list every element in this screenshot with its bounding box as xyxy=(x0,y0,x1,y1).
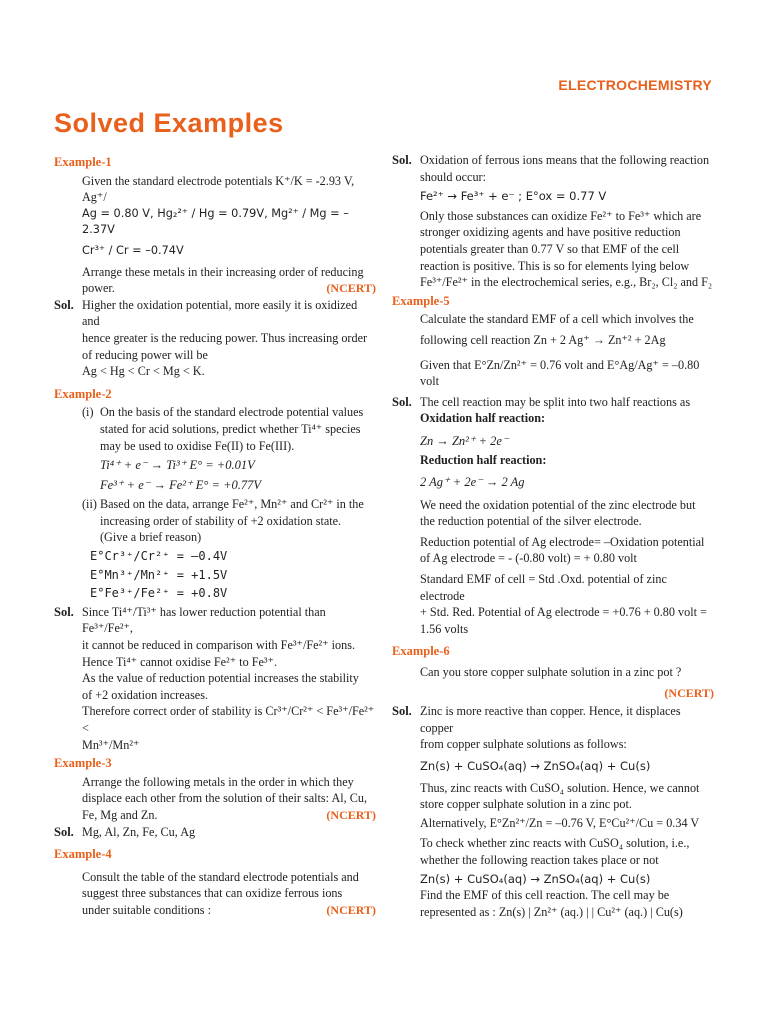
text-line: represented as : Zn(s) | Zn²⁺ (aq.) | | Cu²⁺ (aq.) | Cu(s) xyxy=(420,904,683,919)
text-line: of +2 oxidation increases. xyxy=(82,687,209,702)
sol-label: Sol. xyxy=(392,394,412,409)
chapter-header: ELECTROCHEMISTRY xyxy=(558,77,712,93)
example-1-solution xyxy=(54,297,376,380)
text-line: Alternatively, E°Zn²⁺/Zn = –0.76 V, E°Cu²⁺/Cu = 0.34 V xyxy=(420,815,700,830)
example-6-question xyxy=(392,664,714,701)
equation: Zn → Zn²⁺ + 2e⁻ xyxy=(420,433,509,448)
text-line: Consult the table of the standard electrode potentials and xyxy=(82,869,359,884)
text-line: increasing order of stability of +2 oxidation state. xyxy=(100,513,342,528)
text-line: Fe, Mg and Zn. xyxy=(82,807,158,822)
equation: E°Fe³⁺/Fe²⁺ = +0.8V xyxy=(90,586,228,601)
text-line: of reducing power will be xyxy=(82,347,208,362)
text-line: store copper sulphate solution in a zinc pot. xyxy=(420,797,632,812)
subheading: Oxidation half reaction: xyxy=(420,411,546,426)
example-3-label: Example-3 xyxy=(54,756,112,771)
equation: 2 Ag⁺ + 2e⁻ → 2 Ag xyxy=(420,475,525,490)
left-column xyxy=(54,152,376,919)
text-line: 1.56 volts xyxy=(420,621,469,636)
text-line: Mg, Al, Zn, Fe, Cu, Ag xyxy=(82,824,196,839)
text-line: Only those substances can oxidize Fe²⁺ to Fe³⁺ which are xyxy=(420,208,702,223)
option-number: (ii) xyxy=(82,497,97,512)
text-line: (Give a brief reason) xyxy=(100,530,202,545)
equation: Fe²⁺ → Fe³⁺ + e⁻ ; E°ox = 0.77 V xyxy=(420,189,607,204)
example-2-solution xyxy=(54,604,376,753)
page-title: Solved Examples xyxy=(54,108,284,138)
text-line: from copper sulphate solutions as follows: xyxy=(420,737,627,752)
example-1-question xyxy=(54,173,376,297)
ncert-tag: (NCERT) xyxy=(326,807,376,822)
text-line: power. xyxy=(82,281,115,296)
ncert-tag: (NCERT) xyxy=(326,902,376,917)
text-line: should occur: xyxy=(420,169,487,184)
text-line: potentials greater than 0.77 V so that EMF of the cell xyxy=(420,241,680,256)
example-5-label: Example-5 xyxy=(392,293,450,308)
text-line: hence greater is the reducing power. Thus increasing order xyxy=(82,330,368,345)
text-line: of Ag electrode = - (-0.80 volt) = + 0.80 volt xyxy=(420,551,637,566)
text-line: the reduction potential of the silver electrode. xyxy=(420,514,642,529)
text-line: reaction is positive. This is so for elements lying below xyxy=(420,258,690,273)
example-5-solution xyxy=(392,394,714,638)
text-line: Mn³⁺/Mn²⁺ xyxy=(82,737,140,752)
text-line: Cr³⁺ / Cr = –0.74V xyxy=(82,243,184,257)
equation: E°Cr³⁺/Cr²⁺ = –0.4V xyxy=(90,549,228,564)
text-line: Find the EMF of this cell reaction. The cell may be xyxy=(420,888,670,903)
text-line: displace each other from the solution of their salts: Al, Cu, xyxy=(82,791,367,806)
text-line: Ag < Hg < Cr < Mg < K. xyxy=(82,364,205,379)
text-line: Thus, zinc reacts with CuSO₄ solution. Hence, we cannot xyxy=(420,780,700,795)
option-number: (i) xyxy=(82,405,94,420)
example-2-label: Example-2 xyxy=(54,386,112,401)
equation: E°Mn³⁺/Mn²⁺ = +1.5V xyxy=(90,567,228,582)
example-5-question xyxy=(392,311,714,389)
text-line: Oxidation of ferrous ions means that the following reaction xyxy=(420,153,710,167)
example-4-question xyxy=(54,869,376,919)
text-line: Standard EMF of cell = Std .Oxd. potential of zinc electrode xyxy=(420,572,667,603)
example-2-question xyxy=(54,404,376,602)
sol-label: Sol. xyxy=(392,153,412,167)
text-line: stated for acid solutions, predict whether Ti⁴⁺ species xyxy=(100,421,361,436)
text-line: stronger oxidizing agents and have positive reduction xyxy=(420,225,681,240)
text-line: To check whether zinc reacts with CuSO₄ solution, i.e., xyxy=(420,836,690,851)
text-line: Given the standard electrode potentials K⁺/K = -2.93 V, Ag⁺/ xyxy=(82,173,355,205)
text-line: Can you store copper sulphate solution in a zinc pot ? xyxy=(420,665,682,680)
text-line: Arrange these metals in their increasing order of reducing xyxy=(82,264,364,279)
text-line: Zinc is more reactive than copper. Hence, it displaces copper xyxy=(420,704,681,735)
text-line: + Std. Red. Potential of Ag electrode = +0.76 + 0.80 volt = xyxy=(420,605,707,620)
text-line: Reduction potential of Ag electrode= –Oxidation potential xyxy=(420,534,705,549)
text-line: whether the following reaction takes place or not xyxy=(420,852,659,867)
text-line: Fe³⁺/Fe²⁺ in the electrochemical series, e.g., Br₂, Cl₂ and F₂ xyxy=(420,275,713,290)
example-4-solution xyxy=(392,152,714,185)
ncert-tag: (NCERT) xyxy=(326,281,376,296)
text-line: may be used to oxidise Fe(II) to Fe(III). xyxy=(100,438,295,453)
text-line: under suitable conditions : xyxy=(82,902,211,917)
example-1-label: Example-1 xyxy=(54,155,112,169)
text-line: As the value of reduction potential increases the stability xyxy=(82,671,359,686)
sol-label: Sol. xyxy=(54,824,74,839)
equation: Zn(s) + CuSO₄(aq) → ZnSO₄(aq) + Cu(s) xyxy=(420,871,651,886)
text-line: suggest three substances that can oxidize ferrous ions xyxy=(82,886,343,901)
ncert-tag: (NCERT) xyxy=(664,685,714,700)
example-6-label: Example-6 xyxy=(392,644,450,659)
sol-label: Sol. xyxy=(392,704,412,719)
text-line: Hence Ti⁴⁺ cannot oxidise Fe²⁺ to Fe³⁺. xyxy=(82,654,278,669)
text-line: The cell reaction may be split into two half reactions as xyxy=(420,394,691,409)
text-line: Arrange the following metals in the order in which they xyxy=(82,774,354,789)
equation: Fe³⁺ + e⁻ → Fe²⁺ E° = +0.77V xyxy=(100,477,262,492)
example-6-solution xyxy=(392,703,714,920)
text-line: Calculate the standard EMF of a cell which involves the xyxy=(420,312,694,327)
subheading: Reduction half reaction: xyxy=(420,452,547,467)
text-line: Higher the oxidation potential, more easily it is oxidized and xyxy=(82,297,358,329)
equation: Zn(s) + CuSO₄(aq) → ZnSO₄(aq) + Cu(s) xyxy=(420,759,651,773)
right-column xyxy=(392,152,714,920)
text-line: it cannot be reduced in comparison with Fe³⁺/Fe²⁺ ions. xyxy=(82,638,356,653)
text-line: On the basis of the standard electrode potential values xyxy=(100,405,364,420)
text-line: We need the oxidation potential of the zinc electrode but xyxy=(420,497,696,512)
text-line: Based on the data, arrange Fe²⁺, Mn²⁺ and Cr²⁺ in the xyxy=(100,497,364,512)
example-3-solution xyxy=(54,824,376,841)
equation: Ti⁴⁺ + e⁻ → Ti³⁺ E° = +0.01V xyxy=(100,458,255,473)
example-4-label: Example-4 xyxy=(54,847,112,862)
text-line: Therefore correct order of stability is Cr³⁺/Cr²⁺ < Fe³⁺/Fe²⁺ < xyxy=(82,704,375,735)
text-line: following cell reaction Zn + 2 Ag⁺ → Zn⁺² + 2Ag xyxy=(420,332,666,347)
text-line: Since Ti⁴⁺/Ti³⁺ has lower reduction potential than Fe³⁺/Fe²⁺, xyxy=(82,604,326,636)
text-line: Given that E°Zn/Zn²⁺ = 0.76 volt and E°Ag/Ag⁺ = –0.80 volt xyxy=(420,357,700,389)
sol-label: Sol. xyxy=(54,604,74,619)
text-line: Ag = 0.80 V, Hg₂²⁺ / Hg = 0.79V, Mg²⁺ / Mg = –2.37V xyxy=(82,206,349,237)
sol-label: Sol. xyxy=(54,297,74,312)
example-3-question xyxy=(54,774,376,824)
